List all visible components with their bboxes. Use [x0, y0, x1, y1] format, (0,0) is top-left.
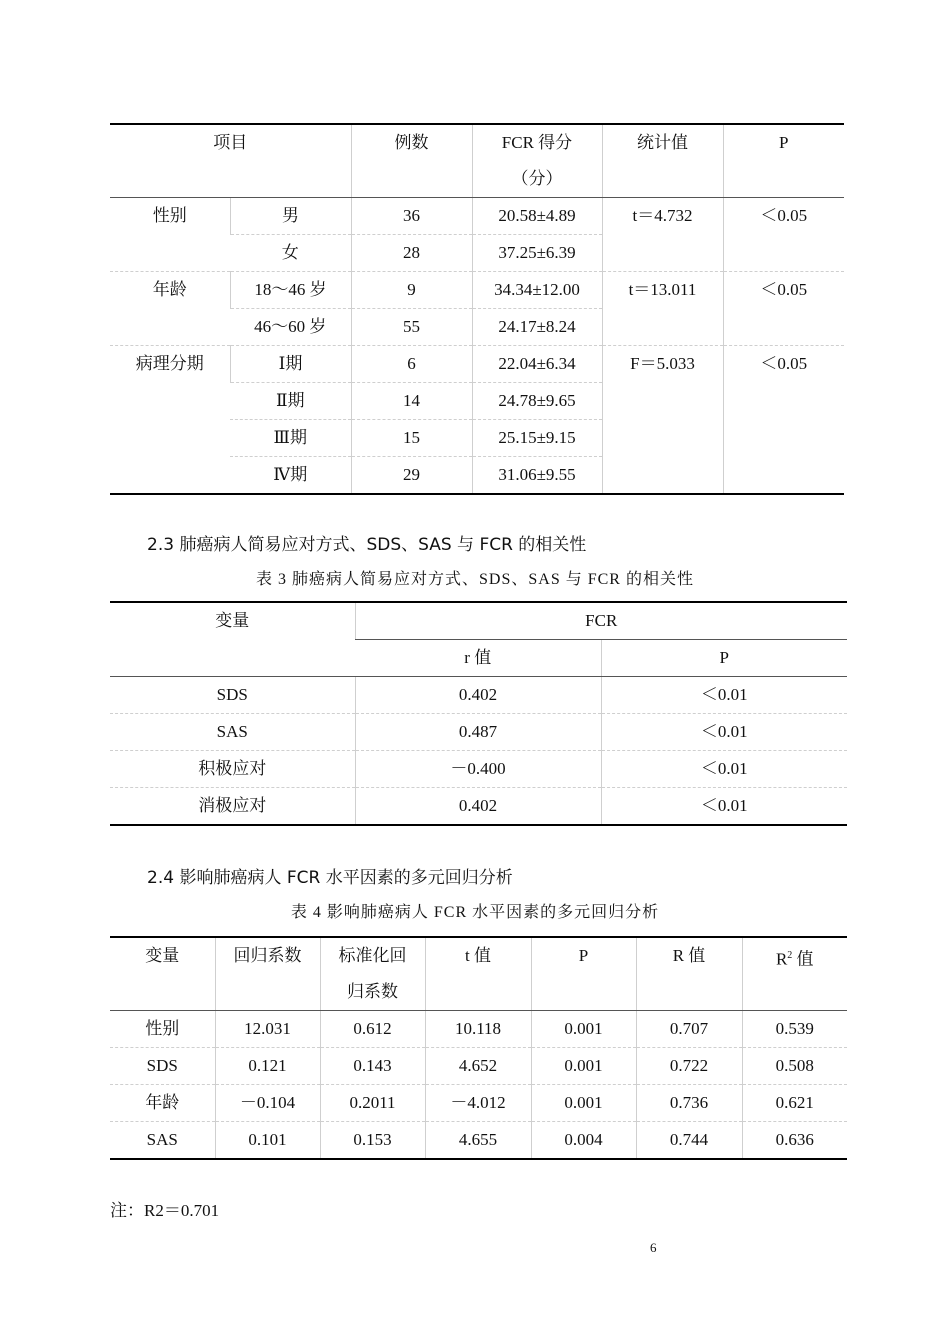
variable-cell: SAS [110, 714, 355, 751]
variable-cell: SDS [110, 1048, 215, 1085]
header-p: P [531, 937, 636, 1011]
header-r2-value: $R^2$ 值 [742, 937, 847, 1011]
count-cell: 14 [351, 383, 472, 420]
header-p: P [723, 124, 844, 198]
variable-cell: 年龄 [110, 1085, 215, 1122]
p-cell: 0.004 [531, 1122, 636, 1160]
score-cell: 37.25±6.39 [472, 235, 602, 272]
p-cell: ＜0.05 [723, 272, 844, 346]
table-row [110, 1085, 847, 1122]
table-regression [110, 936, 847, 1160]
stat-cell: F＝5.033 [602, 346, 723, 495]
r-cell: 0.707 [636, 1011, 742, 1048]
subgroup: 女 [230, 235, 351, 272]
r-cell: 0.736 [636, 1085, 742, 1122]
coef-cell: 0.101 [215, 1122, 320, 1160]
coef-cell: 12.031 [215, 1011, 320, 1048]
count-cell: 15 [351, 420, 472, 457]
variable-cell: SDS [110, 677, 355, 714]
subgroup: 46～60 岁 [230, 309, 351, 346]
r2-cell: 0.508 [742, 1048, 847, 1085]
count-cell: 55 [351, 309, 472, 346]
header-coef: 回归系数 [215, 937, 320, 1011]
table-row [110, 346, 844, 383]
t-cell: 10.118 [425, 1011, 531, 1048]
coef-cell: －0.104 [215, 1085, 320, 1122]
header-count: 例数 [351, 124, 472, 198]
header-r-value: R 值 [636, 937, 742, 1011]
p-cell: ＜0.01 [601, 751, 847, 788]
r2-cell: 0.539 [742, 1011, 847, 1048]
std-coef-cell: 0.153 [320, 1122, 425, 1160]
stat-cell: t＝4.732 [602, 198, 723, 272]
r-cell: 0.722 [636, 1048, 742, 1085]
score-cell: 20.58±4.89 [472, 198, 602, 235]
header-variable: 变量 [110, 602, 355, 677]
table-row [110, 677, 847, 714]
table-note: 注：R2＝0.701 [110, 1201, 220, 1220]
section-heading-2-3: 2.3 肺癌病人简易应对方式、SDS、SAS 与 FCR 的相关性 [147, 535, 587, 555]
variable-cell: 性别 [110, 1011, 215, 1048]
coef-cell: 0.121 [215, 1048, 320, 1085]
header-statistic: 统计值 [602, 124, 723, 198]
table-header-row [110, 124, 844, 198]
table-caption-4: 表 4 影响肺癌病人 FCR 水平因素的多元回归分析 [290, 904, 660, 921]
r-cell: 0.487 [355, 714, 601, 751]
stat-cell: t＝13.011 [602, 272, 723, 346]
r-cell: －0.400 [355, 751, 601, 788]
count-cell: 29 [351, 457, 472, 495]
table-header-row [110, 937, 847, 1011]
p-cell: 0.001 [531, 1048, 636, 1085]
table-correlation [110, 601, 847, 826]
table-row [110, 788, 847, 826]
page-number: 6 [650, 1240, 657, 1255]
t-cell: 4.655 [425, 1122, 531, 1160]
score-cell: 31.06±9.55 [472, 457, 602, 495]
group-label: 性别 [110, 198, 230, 272]
subgroup: Ⅲ期 [230, 420, 351, 457]
score-cell: 22.04±6.34 [472, 346, 602, 383]
variable-cell: SAS [110, 1122, 215, 1160]
subgroup: Ⅱ期 [230, 383, 351, 420]
count-cell: 9 [351, 272, 472, 309]
subgroup: 男 [230, 198, 351, 235]
r2-cell: 0.636 [742, 1122, 847, 1160]
p-cell: ＜0.05 [723, 198, 844, 272]
r2-cell: 0.621 [742, 1085, 847, 1122]
subgroup: Ⅰ期 [230, 346, 351, 383]
count-cell: 28 [351, 235, 472, 272]
std-coef-cell: 0.143 [320, 1048, 425, 1085]
t-cell: －4.012 [425, 1085, 531, 1122]
p-cell: 0.001 [531, 1011, 636, 1048]
score-cell: 25.15±9.15 [472, 420, 602, 457]
p-cell: ＜0.01 [601, 714, 847, 751]
table-row [110, 714, 847, 751]
header-fcr-score: FCR 得分 （分） [472, 124, 602, 198]
header-r-value: r 值 [355, 640, 601, 677]
header-std-coef: 标准化回 归系数 [320, 937, 425, 1011]
r-cell: 0.402 [355, 677, 601, 714]
table-row [110, 272, 844, 309]
header-p: P [601, 640, 847, 677]
p-cell: ＜0.01 [601, 788, 847, 826]
std-coef-cell: 0.2011 [320, 1085, 425, 1122]
group-label: 年龄 [110, 272, 230, 346]
r-cell: 0.744 [636, 1122, 742, 1160]
header-item: 项目 [110, 124, 351, 198]
table-row [110, 1011, 847, 1048]
group-label: 病理分期 [110, 346, 230, 495]
table-row [110, 1122, 847, 1160]
table-header-row [110, 602, 847, 640]
count-cell: 6 [351, 346, 472, 383]
table-row [110, 198, 844, 235]
subgroup: 18～46 岁 [230, 272, 351, 309]
table-row [110, 751, 847, 788]
header-t-value: t 值 [425, 937, 531, 1011]
table-caption-3: 表 3 肺癌病人简易应对方式、SDS、SAS 与 FCR 的相关性 [256, 571, 694, 588]
std-coef-cell: 0.612 [320, 1011, 425, 1048]
p-cell: ＜0.05 [723, 346, 844, 495]
header-variable: 变量 [110, 937, 215, 1011]
table-fcr-by-group [110, 123, 844, 495]
section-heading-2-4: 2.4 影响肺癌病人 FCR 水平因素的多元回归分析 [147, 868, 513, 888]
p-cell: 0.001 [531, 1085, 636, 1122]
variable-cell: 积极应对 [110, 751, 355, 788]
t-cell: 4.652 [425, 1048, 531, 1085]
table-row [110, 1048, 847, 1085]
subgroup: Ⅳ期 [230, 457, 351, 495]
score-cell: 24.78±9.65 [472, 383, 602, 420]
count-cell: 36 [351, 198, 472, 235]
score-cell: 24.17±8.24 [472, 309, 602, 346]
p-cell: ＜0.01 [601, 677, 847, 714]
score-cell: 34.34±12.00 [472, 272, 602, 309]
header-fcr: FCR [355, 602, 847, 640]
r-cell: 0.402 [355, 788, 601, 826]
variable-cell: 消极应对 [110, 788, 355, 826]
